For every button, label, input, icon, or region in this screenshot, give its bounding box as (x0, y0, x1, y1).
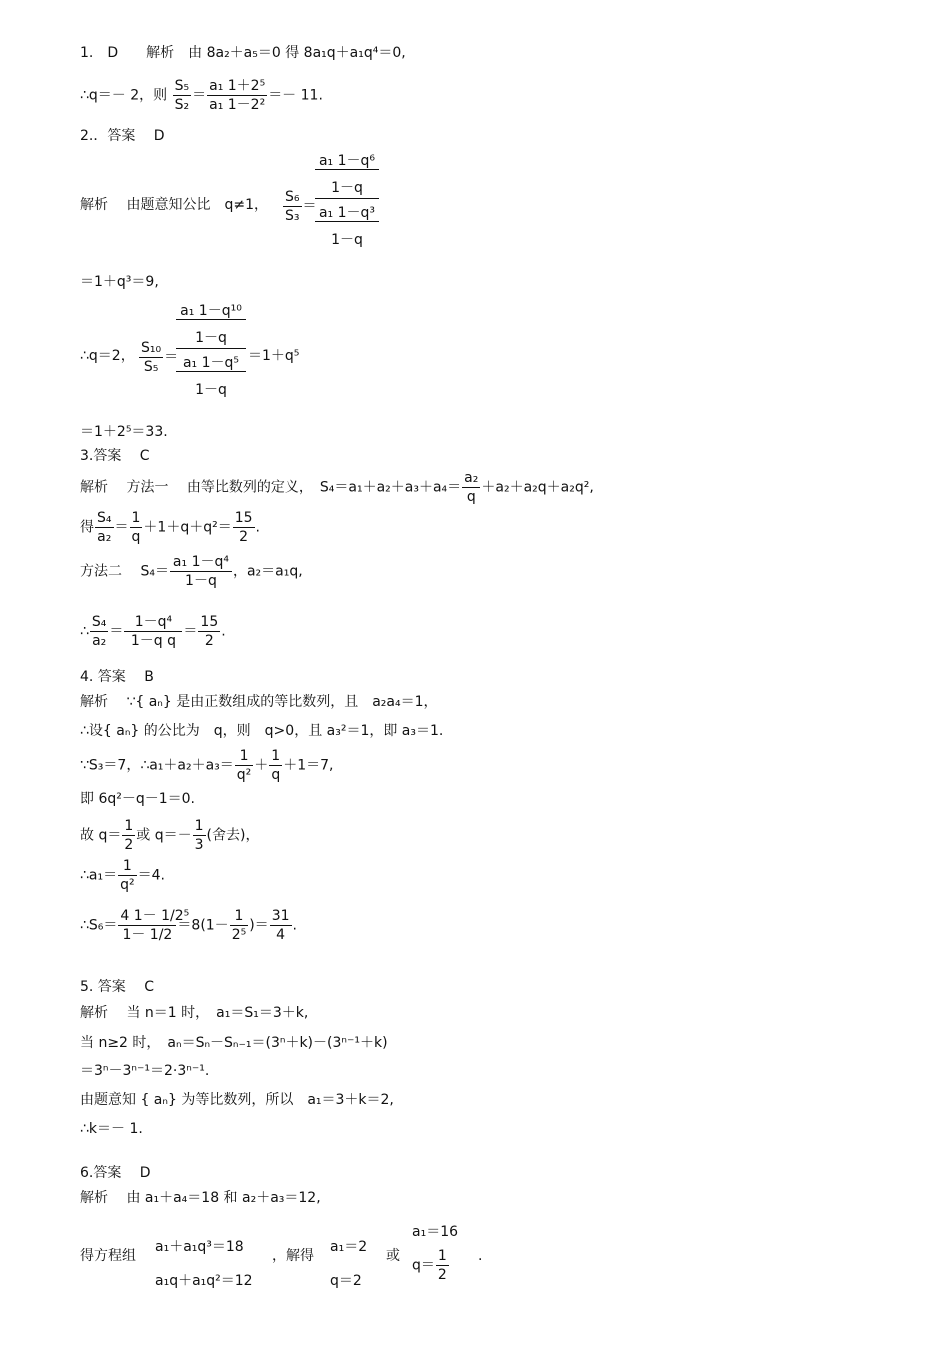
q3-frac-a2-q: $\frac{\text{a₂}}{q}$ (464, 470, 479, 505)
q2-den-bottom: 1－q (331, 232, 363, 248)
q2-frac-s6-over-s3: $\frac{\text{S₆}}{\text{S₃}}$ ＝ (285, 189, 317, 224)
q2-answer: 2.．答案 D (80, 128, 165, 144)
q2-compound-fraction (315, 153, 379, 248)
q6-or: 或 (386, 1248, 400, 1264)
q2-analysis-text-label: 解析 由题意知公比 q≠1， (80, 197, 268, 213)
q6-equation-1: a₁＋a₁q³＝18 (155, 1239, 244, 1255)
q3-method1-prefix: 解析 方法一 由等比数列的定义， S₄＝a₁＋a₂＋a₃＋a₄＝ (80, 479, 462, 496)
q6-solution-2-a1: a₁＝16 (412, 1224, 459, 1240)
q4-line6: ∴a₁＝ $\frac{1}{\text{q²}}$ ＝4. (80, 858, 165, 893)
q6-solution-1-q: q＝2 (330, 1273, 362, 1289)
q3-result1: 得 $\frac{\text{S₄}}{\text{a₂}}$ ＝ $\frac{1}{q}$ ＋1＋q＋q²＝ $\frac{15}{2}$ . (80, 510, 260, 545)
q1-line2-prefix: ∴q＝－ 2，则 (80, 87, 168, 104)
q1-line2-suffix: ＝－ 11. (268, 87, 323, 104)
q5-line4: 由题意知 { aₙ} 为等比数列，所以 a₁＝3＋k＝2, (80, 1092, 394, 1108)
q2-num-bottom: 1－q (331, 180, 363, 196)
q2-analysis-text (80, 197, 268, 213)
q5-line2: 当 n≥2 时， aₙ＝Sₙ－Sₙ₋₁＝(3ⁿ＋k)－(3ⁿ⁻¹＋k) (80, 1035, 388, 1051)
q4-line1: 解析 ∵{ aₙ} 是由正数组成的等比数列，且 a₂a₄＝1， (80, 694, 438, 710)
q4-line7: ∴S₆＝ $\frac{\text{4 1－ 1/2⁵}}{1- 1/2}$ ＝8(1－ $\frac{1}{\text{2⁵}}$ )＝ $\frac{31}{4}$ . (80, 908, 297, 943)
q4-line3: ∵S₃＝7，∴a₁＋a₂＋a₃＝ $\frac{1}{\text{q²}}$ ＋ $\frac{1}{q}$ ＋1＝7, (80, 748, 334, 783)
q3-frac-s4: $\frac{\text{a₁ 1－q⁴}}{1-q}$ (170, 554, 232, 589)
q3-answer: 3.答案 C (80, 448, 150, 464)
q5-line5: ∴k＝－ 1. (80, 1121, 143, 1137)
q6-solution-1 (330, 1230, 367, 1298)
q2-2-num-bottom: 1－q (195, 330, 227, 346)
q5-line3: ＝3ⁿ－3ⁿ⁻¹＝2·3ⁿ⁻¹. (80, 1063, 210, 1079)
q2-2-num-top: a₁ 1－q¹⁰ (176, 303, 246, 320)
q2-2-den-top: a₁ 1－q⁵ (176, 355, 246, 372)
q2-compound-fraction-2 (176, 303, 246, 398)
q3-method2-prefix: 方法二 S₄＝ (80, 563, 169, 580)
q6-solution-2-q: q＝ $\frac{1}{2}$ (412, 1248, 447, 1283)
q1-line1: 1. D 解析 由 8a₂＋a₅＝0 得 8a₁q＋a₁q⁴＝0, (80, 45, 406, 61)
q4-line5: 故 q＝ $\frac{1}{2}$ 或 q＝－ $\frac{1}{3}$ (舍去)， (80, 818, 260, 853)
q6-equation-2: a₁q＋a₁q²＝12 (155, 1273, 253, 1289)
q3-method2 (80, 554, 303, 589)
q2-num-top: a₁ 1－q⁶ (315, 153, 379, 170)
q4-line4: 即 6q²－q－1＝0. (80, 791, 196, 807)
q2-den-top: a₁ 1－q³ (315, 205, 379, 222)
q3-method1-suffix: ＋a₂＋a₂q＋a₂q², (481, 479, 594, 496)
q6-answer: 6.答案 D (80, 1165, 151, 1181)
q6-system-equations (155, 1230, 253, 1298)
q1-line2: ∴q＝－ 2，则 $\frac{\text{S₅}}{\text{S₂}}$ ＝ $\frac{\text{a₁ 1＋2⁵}}{\text{a₁ 1－2²}}$ ＝－ 11. (80, 78, 323, 113)
q2-frac-s10-over-s5: $\frac{\text{S₁₀}}{\text{S₅}}$ ＝ (141, 340, 179, 375)
q6-solution-1-a1: a₁＝2 (330, 1239, 368, 1255)
q2-2-den-bottom: 1－q (195, 382, 227, 398)
q2-line4-prefix: ∴q＝2， (80, 348, 135, 364)
q3-method1 (80, 470, 594, 505)
q2-line3: ＝1＋q³＝9, (80, 274, 159, 290)
q2-line4-suffix: ＝1＋q⁵ (248, 348, 300, 364)
q6-end: . (478, 1248, 483, 1264)
q3-result2: ∴ $\frac{\text{S₄}}{\text{a₂}}$ ＝ $\frac{\text{1－q⁴}}{\text{1－q q}}$ ＝ $\frac{15}{2}$ . (80, 614, 226, 649)
q5-answer: 5. 答案 C (80, 979, 155, 995)
q4-line2: ∴设{ aₙ} 的公比为 q，则 q>0，且 a₃²＝1，即 a₃＝1. (80, 723, 444, 739)
q4-answer: 4. 答案 B (80, 669, 154, 685)
q6-solve-label: ，解得 (272, 1248, 314, 1264)
q1-frac-s5-s2: $\frac{\text{S₅}}{\text{S₂}}$ (174, 78, 190, 113)
q6-solution-2 (412, 1224, 458, 1283)
q3-method2-suffix: ，a₂＝a₁q, (232, 563, 303, 580)
q1-frac-a1: $\frac{\text{a₁ 1＋2⁵}}{\text{a₁ 1－2²}}$ (209, 78, 266, 113)
q5-line1: 解析 当 n＝1 时， a₁＝S₁＝3＋k, (80, 1005, 309, 1021)
q6-line1: 解析 由 a₁＋a₄＝18 和 a₂＋a₃＝12, (80, 1190, 321, 1206)
q2-line5: ＝1＋2⁵＝33. (80, 424, 168, 440)
q6-system-label: 得方程组 (80, 1248, 136, 1264)
